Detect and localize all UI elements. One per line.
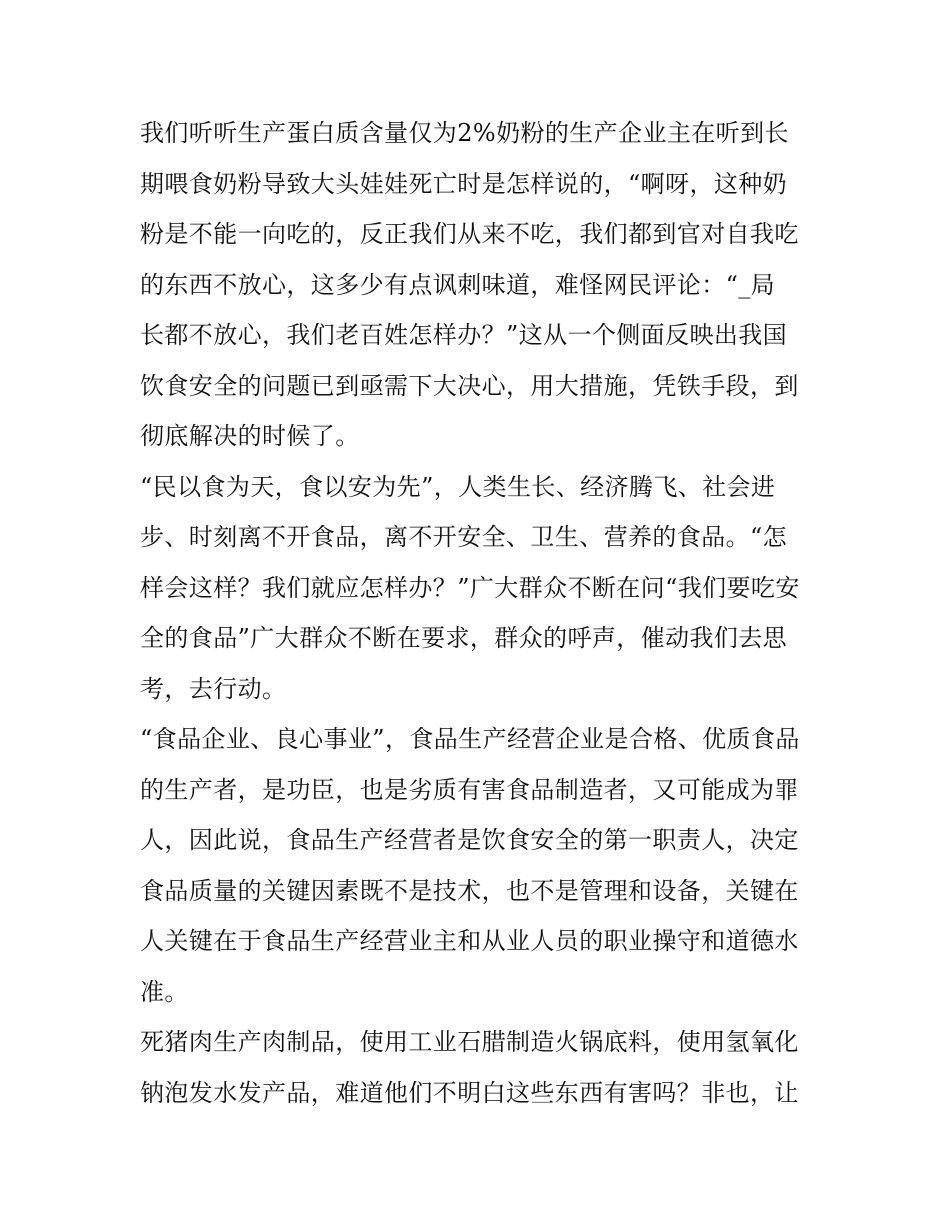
text-line: “民以食为天，食以安为先”，人类生长、经济腾飞、社会进 [140,472,776,501]
text-line: 食品质量的关键因素既不是技术，也不是管理和设备，关键在 [140,876,799,905]
text-line: 我们听听生产蛋白质含量仅为2%奶粉的生产企业主在听到长 [140,119,789,147]
text-line: 准。 [140,977,189,1006]
text-line: 的生产者，是功臣，也是劣质有害食品制造者，又可能成为罪 [140,775,799,804]
text-line: 长都不放心，我们老百姓怎样办？”这从一个侧面反映出我国 [140,321,788,349]
text-line: 钠泡发水发产品，难道他们不明白这些东西有害吗？非也，让 [140,1078,799,1107]
text-line: 粉是不能一向吃的，反正我们从来不吃，我们都到官对自我吃 [140,220,799,248]
text-line: 步、时刻离不开食品，离不开安全、卫生、营养的食品。“怎 [140,523,788,551]
text-line: 饮食安全的问题已到亟需下大决心，用大措施，凭铁手段，到 [140,371,799,400]
body-text [140,108,820,1118]
text-line: 考，去行动。 [140,674,287,703]
text-line: 人，因此说，食品生产经营者是饮食安全的第一职责人，决定 [140,826,799,854]
text-line: 样会这样？我们就应怎样办？”广大群众不断在问“我们要吃安 [140,573,800,602]
text-line: 的东西不放心，这多少有点讽刺味道，难怪网民评论：“_局 [140,270,776,299]
text-line: “食品企业、良心事业”，食品生产经营企业是合格、优质食品 [140,725,800,753]
text-line: 死猪肉生产肉制品，使用工业石腊制造火锅底料，使用氢氧化 [140,1028,799,1056]
text-line: 彻底解决的时候了。 [140,422,360,450]
text-line: 全的食品”广大群众不断在要求，群众的呼声，催动我们去思 [140,624,788,652]
text-line: 人关键在于食品生产经营业主和从业人员的职业操守和道德水 [140,927,799,955]
text-line: 期喂食奶粉导致大头娃娃死亡时是怎样说的，“啊呀，这种奶 [140,169,788,198]
